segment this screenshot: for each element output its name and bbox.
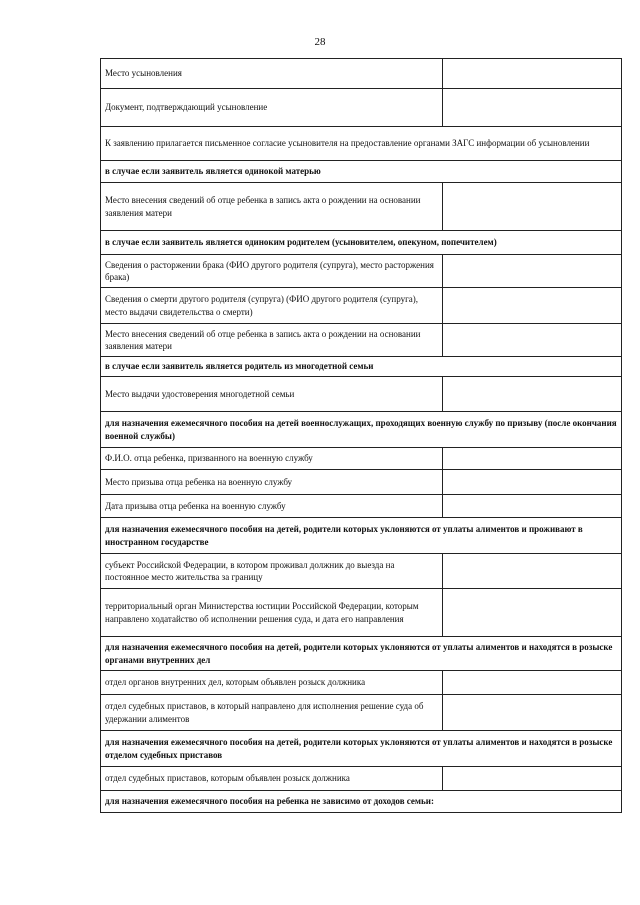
form-row: [101, 59, 622, 89]
field-label: Ф.И.О. отца ребенка, призванного на военную службу: [101, 448, 443, 470]
field-value-cell[interactable]: [443, 324, 622, 357]
section-header-row: [101, 357, 622, 377]
form-table-body: [101, 59, 622, 813]
form-row: [101, 324, 622, 357]
form-row: [101, 695, 622, 731]
field-label: отдел судебных приставов, в который направлено для исполнения решение суда об удержании алиментов: [101, 695, 443, 731]
field-label: отдел судебных приставов, которым объявлен розыск должника: [101, 767, 443, 791]
note-row: [101, 127, 622, 161]
field-value-cell[interactable]: [443, 377, 622, 412]
form-row: [101, 377, 622, 412]
section-heading: для назначения ежемесячного пособия на ребенка не зависимо от доходов семьи:: [101, 791, 622, 813]
field-value-cell[interactable]: [443, 589, 622, 637]
form-row: [101, 470, 622, 495]
field-value-cell[interactable]: [443, 89, 622, 127]
form-row: [101, 767, 622, 791]
field-label: Место призыва отца ребенка на военную службу: [101, 470, 443, 495]
field-label: Место усыновления: [101, 59, 443, 89]
form-row: [101, 255, 622, 288]
field-value-cell[interactable]: [443, 470, 622, 495]
field-label: Документ, подтверждающий усыновление: [101, 89, 443, 127]
form-row: [101, 288, 622, 324]
field-label: Место внесения сведений об отце ребенка в запись акта о рождении на основании заявления матери: [101, 183, 443, 231]
field-label: Место выдачи удостоверения многодетной семьи: [101, 377, 443, 412]
form-row: [101, 448, 622, 470]
section-heading: для назначения ежемесячного пособия на детей военнослужащих, проходящих военную службу по призыву (после окончания военной службы): [101, 412, 622, 448]
field-value-cell[interactable]: [443, 767, 622, 791]
field-label: Место внесения сведений об отце ребенка в запись акта о рождении на основании заявления матери: [101, 324, 443, 357]
field-label: отдел органов внутренних дел, которым объявлен розыск должника: [101, 671, 443, 695]
section-heading: для назначения ежемесячного пособия на детей, родители которых уклоняются от уплаты алиментов и проживают в иностранном государстве: [101, 518, 622, 554]
field-value-cell[interactable]: [443, 554, 622, 589]
field-label: Дата призыва отца ребенка на военную службу: [101, 495, 443, 518]
section-heading: для назначения ежемесячного пособия на детей, родители которых уклоняются от уплаты алиментов и находятся в розыске органами внутренних дел: [101, 637, 622, 671]
field-label: территориальный орган Министерства юстиции Российской Федерации, которым направлено ходатайство об исполнении решения суда, и дата его направления: [101, 589, 443, 637]
form-row: [101, 183, 622, 231]
form-row: [101, 89, 622, 127]
section-header-row: [101, 161, 622, 183]
field-value-cell[interactable]: [443, 695, 622, 731]
section-header-row: [101, 637, 622, 671]
field-value-cell[interactable]: [443, 671, 622, 695]
section-header-row: [101, 791, 622, 813]
field-label: субъект Российской Федерации, в котором проживал должник до выезда на постоянное место жительства за границу: [101, 554, 443, 589]
form-row: [101, 495, 622, 518]
field-value-cell[interactable]: [443, 255, 622, 288]
field-value-cell[interactable]: [443, 183, 622, 231]
section-header-row: [101, 731, 622, 767]
field-label: Сведения о расторжении брака (ФИО другого родителя (супруга), место расторжения брака): [101, 255, 443, 288]
application-form-table: [100, 58, 622, 813]
section-header-row: [101, 412, 622, 448]
form-row: [101, 589, 622, 637]
page-number: 28: [314, 36, 326, 48]
note-text: К заявлению прилагается письменное согласие усыновителя на предоставление органами ЗАГС информации об усыновлении: [101, 127, 622, 161]
field-value-cell[interactable]: [443, 448, 622, 470]
field-value-cell[interactable]: [443, 288, 622, 324]
section-heading: для назначения ежемесячного пособия на детей, родители которых уклоняются от уплаты алиментов и находятся в розыске отделом судебных приставов: [101, 731, 622, 767]
section-header-row: [101, 231, 622, 255]
form-row: [101, 554, 622, 589]
field-label: Сведения о смерти другого родителя (супруга) (ФИО другого родителя (супруга), место выдачи свидетельства о смерти): [101, 288, 443, 324]
form-row: [101, 671, 622, 695]
field-value-cell[interactable]: [443, 495, 622, 518]
section-heading: в случае если заявитель является одинокой матерью: [101, 161, 622, 183]
section-heading: в случае если заявитель является родитель из многодетной семьи: [101, 357, 622, 377]
section-heading: в случае если заявитель является одиноким родителем (усыновителем, опекуном, попечителем): [101, 231, 622, 255]
field-value-cell[interactable]: [443, 59, 622, 89]
section-header-row: [101, 518, 622, 554]
